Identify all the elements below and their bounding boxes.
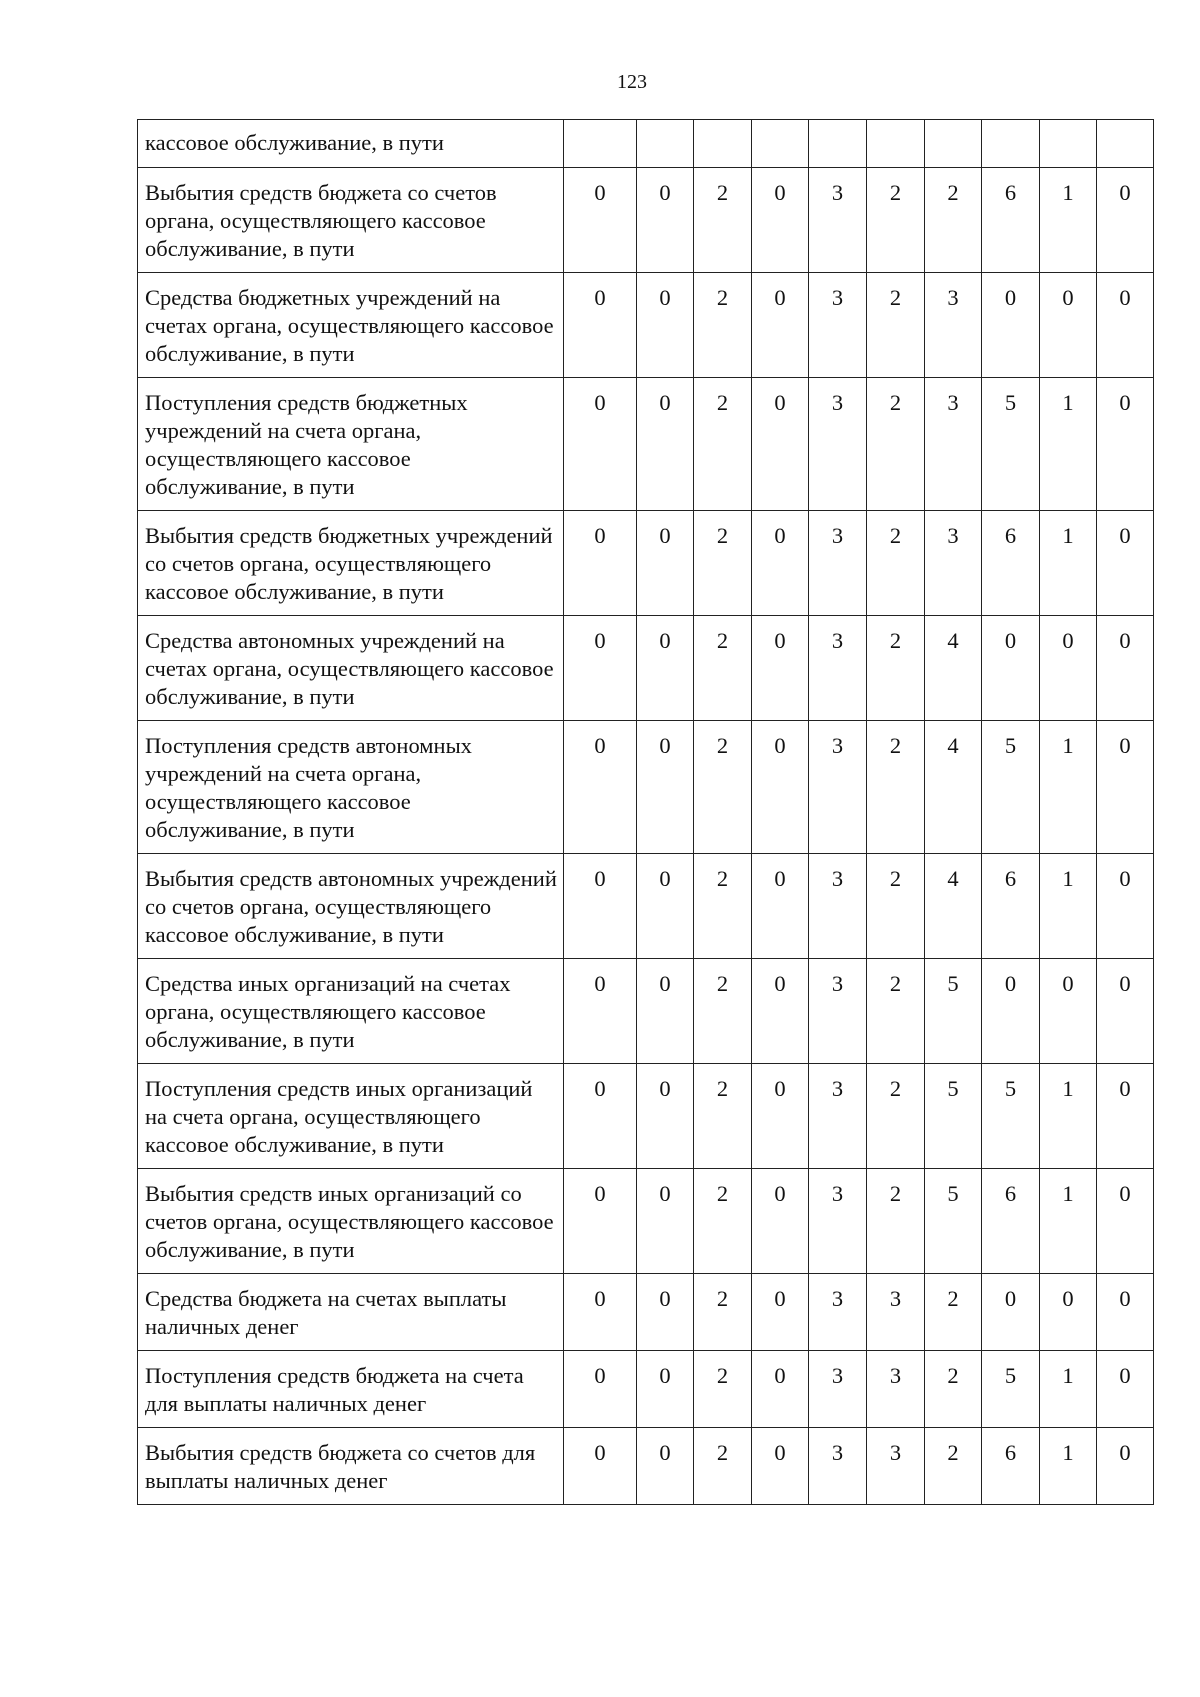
code-digit-cell — [752, 120, 809, 168]
code-digit-cell: 0 — [637, 721, 694, 854]
code-digit-cell — [925, 120, 982, 168]
code-digit-cell — [564, 120, 637, 168]
code-digit-cell: 2 — [694, 273, 752, 378]
code-digit-cell — [809, 120, 867, 168]
code-digit-cell: 5 — [982, 1064, 1040, 1169]
row-description: Средства иных организаций на счетах органа, осуществляющего кассовое обслуживание, в пути — [138, 959, 564, 1064]
table-row — [138, 1064, 1154, 1169]
code-digit-cell: 0 — [1097, 1064, 1154, 1169]
code-digit-cell: 2 — [867, 378, 925, 511]
row-description: Поступления средств иных организаций на счета органа, осуществляющего кассовое обслуживание, в пути — [138, 1064, 564, 1169]
code-digit-cell: 1 — [1040, 168, 1097, 273]
code-digit-cell: 0 — [564, 378, 637, 511]
code-digit-cell: 0 — [637, 616, 694, 721]
code-digit-cell: 0 — [1040, 1274, 1097, 1351]
code-digit-cell: 1 — [1040, 721, 1097, 854]
code-digit-cell — [637, 120, 694, 168]
code-digit-cell: 3 — [809, 959, 867, 1064]
code-digit-cell: 2 — [925, 1274, 982, 1351]
code-digit-cell: 1 — [1040, 854, 1097, 959]
table-row — [138, 616, 1154, 721]
code-digit-cell: 3 — [809, 378, 867, 511]
code-digit-cell: 0 — [752, 1351, 809, 1428]
code-digit-cell: 2 — [694, 1274, 752, 1351]
code-digit-cell: 0 — [564, 1351, 637, 1428]
account-code-table — [137, 119, 1154, 1505]
code-digit-cell: 2 — [925, 168, 982, 273]
code-digit-cell: 0 — [637, 1274, 694, 1351]
code-digit-cell: 5 — [982, 721, 1040, 854]
row-description: кассовое обслуживание, в пути — [138, 120, 564, 168]
code-digit-cell: 2 — [694, 1428, 752, 1505]
code-digit-cell: 0 — [1040, 959, 1097, 1064]
code-digit-cell: 3 — [809, 273, 867, 378]
code-digit-cell: 0 — [752, 959, 809, 1064]
code-digit-cell: 0 — [1097, 721, 1154, 854]
code-digit-cell: 0 — [637, 273, 694, 378]
code-digit-cell: 3 — [809, 1351, 867, 1428]
code-digit-cell: 3 — [867, 1428, 925, 1505]
code-digit-cell: 0 — [1097, 1351, 1154, 1428]
code-digit-cell: 2 — [867, 273, 925, 378]
code-digit-cell: 3 — [809, 1428, 867, 1505]
row-description: Выбытия средств бюджетных учреждений со счетов органа, осуществляющего кассовое обслуживание, в пути — [138, 511, 564, 616]
code-digit-cell: 2 — [867, 1064, 925, 1169]
code-digit-cell: 5 — [925, 1169, 982, 1274]
code-digit-cell: 1 — [1040, 1351, 1097, 1428]
code-digit-cell: 1 — [1040, 378, 1097, 511]
table-row — [138, 168, 1154, 273]
code-digit-cell: 0 — [564, 1428, 637, 1505]
code-digit-cell: 2 — [867, 511, 925, 616]
code-digit-cell: 0 — [564, 1169, 637, 1274]
code-digit-cell: 3 — [925, 511, 982, 616]
code-digit-cell: 2 — [694, 511, 752, 616]
code-digit-cell: 4 — [925, 854, 982, 959]
code-digit-cell: 0 — [1097, 273, 1154, 378]
code-digit-cell: 0 — [1097, 168, 1154, 273]
code-digit-cell: 0 — [1097, 959, 1154, 1064]
code-digit-cell — [1040, 120, 1097, 168]
table-row — [138, 1351, 1154, 1428]
code-digit-cell: 2 — [867, 854, 925, 959]
row-description: Выбытия средств бюджета со счетов органа, осуществляющего кассовое обслуживание, в пути — [138, 168, 564, 273]
code-digit-cell: 0 — [564, 273, 637, 378]
code-digit-cell: 2 — [694, 959, 752, 1064]
code-digit-cell: 0 — [637, 1169, 694, 1274]
code-digit-cell: 1 — [1040, 1064, 1097, 1169]
code-digit-cell: 0 — [752, 511, 809, 616]
code-digit-cell: 0 — [564, 1274, 637, 1351]
code-digit-cell: 3 — [867, 1351, 925, 1428]
code-digit-cell: 0 — [752, 721, 809, 854]
code-digit-cell: 0 — [564, 511, 637, 616]
code-digit-cell: 0 — [1097, 1428, 1154, 1505]
code-digit-cell: 6 — [982, 1428, 1040, 1505]
code-digit-cell: 0 — [564, 616, 637, 721]
code-digit-cell: 0 — [564, 1064, 637, 1169]
row-description: Средства автономных учреждений на счетах органа, осуществляющего кассовое обслуживание, в пути — [138, 616, 564, 721]
code-digit-cell: 3 — [809, 1169, 867, 1274]
code-digit-cell: 0 — [1097, 511, 1154, 616]
code-digit-cell: 0 — [564, 854, 637, 959]
code-digit-cell: 0 — [1040, 273, 1097, 378]
code-digit-cell: 0 — [1040, 616, 1097, 721]
code-digit-cell: 4 — [925, 721, 982, 854]
code-digit-cell: 1 — [1040, 1169, 1097, 1274]
code-digit-cell: 3 — [809, 1064, 867, 1169]
table-row — [138, 120, 1154, 168]
code-digit-cell: 0 — [1097, 1169, 1154, 1274]
code-digit-cell: 2 — [867, 1169, 925, 1274]
code-digit-cell: 0 — [564, 959, 637, 1064]
code-digit-cell: 2 — [694, 616, 752, 721]
code-digit-cell: 5 — [925, 959, 982, 1064]
row-description: Выбытия средств автономных учреждений со счетов органа, осуществляющего кассовое обслуживание, в пути — [138, 854, 564, 959]
table-row — [138, 1428, 1154, 1505]
code-digit-cell: 0 — [637, 168, 694, 273]
table-row — [138, 854, 1154, 959]
code-digit-cell: 0 — [752, 273, 809, 378]
code-digit-cell: 0 — [752, 378, 809, 511]
code-digit-cell: 2 — [694, 168, 752, 273]
code-digit-cell — [1097, 120, 1154, 168]
code-digit-cell: 5 — [982, 1351, 1040, 1428]
code-digit-cell — [867, 120, 925, 168]
code-digit-cell: 3 — [809, 721, 867, 854]
row-description: Средства бюджета на счетах выплаты наличных денег — [138, 1274, 564, 1351]
table-row — [138, 1169, 1154, 1274]
row-description: Средства бюджетных учреждений на счетах органа, осуществляющего кассовое обслуживание, в пути — [138, 273, 564, 378]
code-digit-cell: 3 — [809, 1274, 867, 1351]
row-description: Выбытия средств иных организаций со счетов органа, осуществляющего кассовое обслуживание, в пути — [138, 1169, 564, 1274]
code-digit-cell: 2 — [694, 721, 752, 854]
code-digit-cell: 0 — [637, 511, 694, 616]
page-number: 123 — [617, 71, 647, 93]
code-digit-cell: 0 — [637, 1428, 694, 1505]
code-digit-cell: 0 — [637, 1351, 694, 1428]
code-digit-cell: 6 — [982, 1169, 1040, 1274]
code-digit-cell — [982, 120, 1040, 168]
code-digit-cell: 0 — [1097, 378, 1154, 511]
code-digit-cell: 6 — [982, 854, 1040, 959]
code-digit-cell: 3 — [809, 511, 867, 616]
code-digit-cell: 2 — [925, 1351, 982, 1428]
row-description: Поступления средств автономных учреждений на счета органа, осуществляющего кассовое обслуживание, в пути — [138, 721, 564, 854]
code-digit-cell: 6 — [982, 168, 1040, 273]
code-digit-cell: 3 — [867, 1274, 925, 1351]
code-digit-cell: 3 — [809, 616, 867, 721]
code-digit-cell: 2 — [867, 168, 925, 273]
code-digit-cell: 0 — [982, 959, 1040, 1064]
code-digit-cell: 0 — [637, 854, 694, 959]
code-digit-cell: 2 — [694, 1064, 752, 1169]
code-digit-cell: 2 — [694, 1351, 752, 1428]
code-digit-cell: 3 — [809, 168, 867, 273]
code-digit-cell: 4 — [925, 616, 982, 721]
code-digit-cell: 5 — [982, 378, 1040, 511]
code-digit-cell: 3 — [925, 273, 982, 378]
code-digit-cell: 0 — [1097, 616, 1154, 721]
code-digit-cell: 5 — [925, 1064, 982, 1169]
code-digit-cell: 0 — [564, 721, 637, 854]
code-digit-cell: 0 — [1097, 854, 1154, 959]
code-digit-cell: 0 — [752, 1064, 809, 1169]
code-digit-cell: 0 — [637, 378, 694, 511]
table-row — [138, 959, 1154, 1064]
code-digit-cell: 0 — [982, 1274, 1040, 1351]
code-digit-cell: 0 — [1097, 1274, 1154, 1351]
code-digit-cell: 2 — [694, 854, 752, 959]
code-digit-cell: 2 — [925, 1428, 982, 1505]
code-digit-cell: 0 — [637, 1064, 694, 1169]
row-description: Поступления средств бюджета на счета для выплаты наличных денег — [138, 1351, 564, 1428]
code-digit-cell: 6 — [982, 511, 1040, 616]
code-digit-cell: 3 — [925, 378, 982, 511]
code-digit-cell: 0 — [752, 1169, 809, 1274]
table-row — [138, 511, 1154, 616]
code-digit-cell: 0 — [564, 168, 637, 273]
table-row — [138, 273, 1154, 378]
code-digit-cell: 1 — [1040, 1428, 1097, 1505]
code-digit-cell: 0 — [982, 616, 1040, 721]
code-digit-cell — [694, 120, 752, 168]
code-digit-cell: 0 — [752, 854, 809, 959]
code-digit-cell: 0 — [752, 1274, 809, 1351]
table-body — [138, 120, 1154, 1505]
row-description: Выбытия средств бюджета со счетов для выплаты наличных денег — [138, 1428, 564, 1505]
table-row — [138, 721, 1154, 854]
code-digit-cell: 3 — [809, 854, 867, 959]
table-row — [138, 378, 1154, 511]
row-description: Поступления средств бюджетных учреждений на счета органа, осуществляющего кассовое обслуживание, в пути — [138, 378, 564, 511]
code-digit-cell: 0 — [752, 168, 809, 273]
code-digit-cell: 2 — [867, 959, 925, 1064]
table-row — [138, 1274, 1154, 1351]
code-digit-cell: 0 — [637, 959, 694, 1064]
code-digit-cell: 2 — [694, 378, 752, 511]
code-digit-cell: 2 — [867, 616, 925, 721]
code-digit-cell: 1 — [1040, 511, 1097, 616]
code-digit-cell: 0 — [752, 1428, 809, 1505]
code-digit-cell: 2 — [694, 1169, 752, 1274]
code-digit-cell: 0 — [982, 273, 1040, 378]
code-digit-cell: 2 — [867, 721, 925, 854]
code-digit-cell: 0 — [752, 616, 809, 721]
